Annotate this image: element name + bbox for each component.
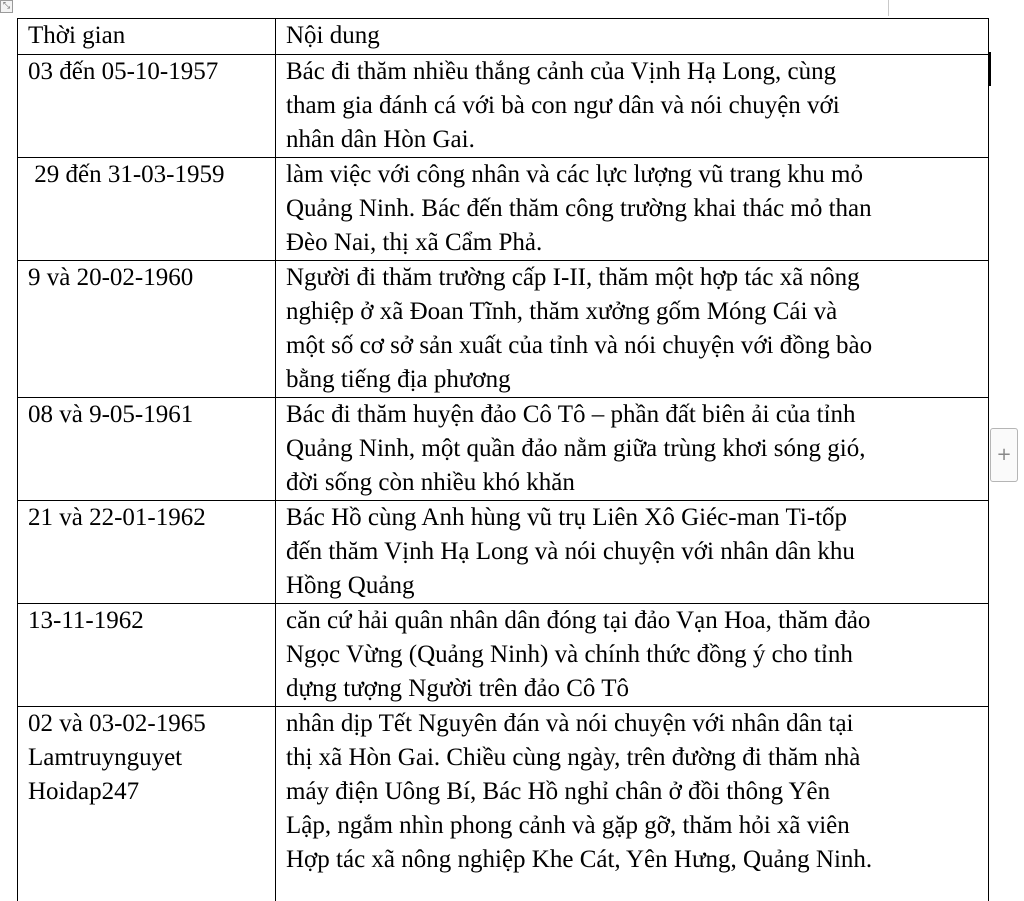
time-text: 9 và 20-02-1960 bbox=[28, 264, 194, 291]
table-row bbox=[18, 398, 989, 501]
content-line: dựng tượng Người trên đảo Cô Tô bbox=[286, 675, 629, 702]
content-line: máy điện Uông Bí, Bác Hồ nghỉ chân ở đồi thông Yên bbox=[286, 778, 831, 805]
content-line: Ngọc Vừng (Quảng Ninh) và chính thức đồng ý cho tỉnh bbox=[286, 641, 853, 668]
table-header-row bbox=[18, 19, 989, 55]
time-cell[interactable] bbox=[18, 55, 276, 158]
time-cell[interactable] bbox=[18, 398, 276, 501]
content-line: Hợp tác xã nông nghiệp Khe Cát, Yên Hưng, Quảng Ninh. bbox=[286, 846, 873, 873]
content-line: Quảng Ninh. Bác đến thăm công trường khai thác mỏ than bbox=[286, 195, 872, 222]
table-row bbox=[18, 501, 989, 604]
time-text: 21 và 22-01-1962 bbox=[28, 504, 206, 531]
content-cell[interactable] bbox=[276, 55, 989, 158]
table-body bbox=[18, 19, 989, 901]
content-cell[interactable] bbox=[276, 501, 989, 604]
header-cell-content[interactable] bbox=[276, 19, 989, 55]
header-content-label: Nội dung bbox=[286, 22, 380, 49]
table-row bbox=[18, 158, 989, 261]
content-line: thị xã Hòn Gai. Chiều cùng ngày, trên đường đi thăm nhà bbox=[286, 744, 861, 771]
time-text: 02 và 03-02-1965 bbox=[28, 710, 206, 737]
time-cell[interactable] bbox=[18, 158, 276, 261]
add-column-button[interactable] bbox=[990, 428, 1018, 482]
table-row bbox=[18, 55, 989, 158]
content-line: Bác Hồ cùng Anh hùng vũ trụ Liên Xô Giéc-man Ti-tốp bbox=[286, 504, 848, 531]
content-cell[interactable] bbox=[276, 604, 989, 707]
page-boundary-line bbox=[888, 0, 889, 16]
time-cell[interactable] bbox=[18, 261, 276, 398]
content-cell[interactable] bbox=[276, 707, 989, 901]
table-row bbox=[18, 707, 989, 901]
content-line: đến thăm Vịnh Hạ Long và nói chuyện với nhân dân khu bbox=[286, 538, 855, 565]
content-line: Quảng Ninh, một quần đảo nằm giữa trùng khơi sóng gió, bbox=[286, 435, 866, 462]
time-cell[interactable] bbox=[18, 501, 276, 604]
time-text: 13-11-1962 bbox=[28, 607, 144, 634]
text-cursor bbox=[989, 52, 991, 86]
content-line: Bác đi thăm huyện đảo Cô Tô – phần đất biên ải của tỉnh bbox=[286, 401, 856, 428]
content-line: đời sống còn nhiều khó khăn bbox=[286, 469, 575, 496]
table-row bbox=[18, 604, 989, 707]
table-move-handle[interactable]: ⤡ bbox=[0, 0, 13, 13]
content-cell[interactable] bbox=[276, 261, 989, 398]
content-line: một số cơ sở sản xuất của tỉnh và nói chuyện với đồng bào bbox=[286, 332, 873, 359]
content-cell[interactable] bbox=[276, 158, 989, 261]
content-line: nhân dân Hòn Gai. bbox=[286, 126, 475, 153]
time-cell[interactable] bbox=[18, 604, 276, 707]
header-time-label: Thời gian bbox=[28, 22, 126, 49]
content-cell[interactable] bbox=[276, 398, 989, 501]
content-line: Lập, ngắm nhìn phong cảnh và gặp gỡ, thăm hỏi xã viên bbox=[286, 812, 850, 839]
time-text: 29 đến 31-03-1959 bbox=[28, 161, 225, 188]
header-cell-time[interactable] bbox=[18, 19, 276, 55]
author-text: Lamtruynguyet bbox=[28, 744, 183, 771]
content-line: Bác đi thăm nhiều thắng cảnh của Vịnh Hạ Long, cùng bbox=[286, 58, 837, 85]
source-text: Hoidap247 bbox=[28, 778, 140, 805]
content-line: nghiệp ở xã Đoan Tĩnh, thăm xưởng gốm Móng Cái và bbox=[286, 298, 838, 325]
table-row bbox=[18, 261, 989, 398]
content-line: căn cứ hải quân nhân dân đóng tại đảo Vạn Hoa, thăm đảo bbox=[286, 607, 871, 634]
content-line: nhân dịp Tết Nguyên đán và nói chuyện với nhân dân tại bbox=[286, 710, 854, 737]
plus-icon: + bbox=[996, 444, 1012, 465]
content-line: làm việc với công nhân và các lực lượng vũ trang khu mỏ bbox=[286, 161, 863, 188]
content-line: Người đi thăm trường cấp I-II, thăm một hợp tác xã nông bbox=[286, 264, 860, 291]
schedule-table bbox=[17, 18, 989, 901]
time-text: 08 và 9-05-1961 bbox=[28, 401, 194, 428]
content-line: Đèo Nai, thị xã Cẩm Phả. bbox=[286, 229, 543, 256]
content-line: tham gia đánh cá với bà con ngư dân và nói chuyện với bbox=[286, 92, 840, 119]
time-text: 03 đến 05-10-1957 bbox=[28, 58, 219, 85]
content-line: Hồng Quảng bbox=[286, 572, 415, 599]
content-line: bằng tiếng địa phương bbox=[286, 366, 511, 393]
time-cell[interactable] bbox=[18, 707, 276, 901]
